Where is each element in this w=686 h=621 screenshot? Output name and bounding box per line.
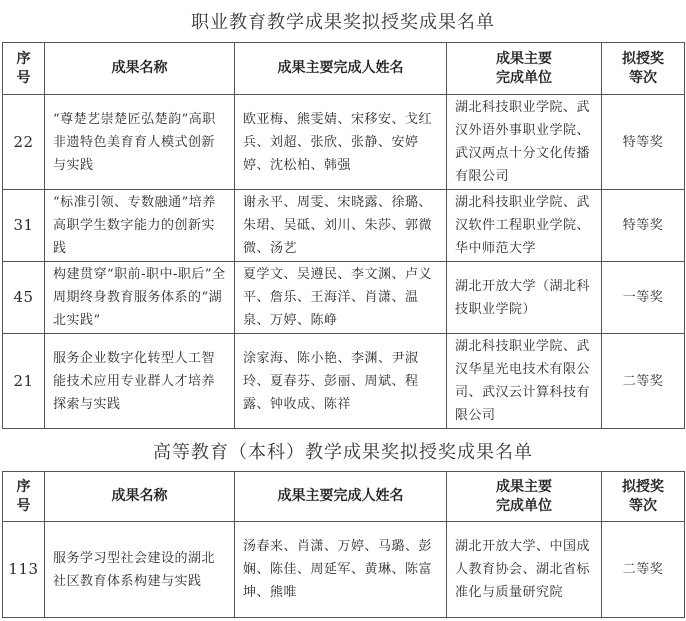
header-people: 成果主要完成人姓名 — [235, 43, 447, 95]
cell-name: 构建贯穿“职前-职中-职后”全周期终身教育服务体系的“湖北实践” — [45, 262, 235, 334]
table-row — [3, 190, 685, 262]
undergraduate-awards-table — [2, 471, 685, 618]
cell-award: 二等奖 — [602, 522, 685, 618]
cell-name: 服务企业数字化转型人工智能技术应用专业群人才培养探索与实践 — [45, 334, 235, 429]
vocational-awards-table — [2, 42, 685, 429]
cell-people: 汤春来、肖潇、万婷、马璐、彭娴、陈佳、周延军、黄琳、陈富坤、熊唯 — [235, 522, 447, 618]
header-award: 拟授奖 等次 — [602, 472, 685, 522]
cell-people: 夏学文、吴遵民、李文渊、卢义平、詹乐、王海洋、肖潇、温泉、万婷、陈峥 — [235, 262, 447, 334]
table-row — [3, 334, 685, 429]
cell-people: 欧亚梅、熊雯婧、宋移安、戈红兵、刘超、张欣、张静、安婷婷、沈松柏、韩强 — [235, 95, 447, 190]
cell-seq: 21 — [3, 334, 45, 429]
cell-name: “标准引领、专数融通”培养高职学生数字能力的创新实践 — [45, 190, 235, 262]
header-name: 成果名称 — [45, 472, 235, 522]
cell-seq: 45 — [3, 262, 45, 334]
header-seq: 序 号 — [3, 43, 45, 95]
cell-award: 二等奖 — [602, 334, 685, 429]
table-header-row — [3, 472, 685, 522]
header-seq: 序 号 — [3, 472, 45, 522]
undergraduate-list-title: 高等教育（本科）教学成果奖拟授奖成果名单 — [153, 442, 533, 463]
cell-unit: 湖北科技职业学院、武汉外语外事职业学院、武汉两点十分文化传播有限公司 — [447, 95, 602, 190]
cell-seq: 31 — [3, 190, 45, 262]
cell-people: 涂家海、陈小艳、李渊、尹淑玲、夏春芬、彭丽、周斌、程露、钟收成、陈祥 — [235, 334, 447, 429]
cell-seq: 113 — [3, 522, 45, 618]
cell-unit: 湖北开放大学、中国成人教育协会、湖北省标准化与质量研究院 — [447, 522, 602, 618]
cell-award: 特等奖 — [602, 190, 685, 262]
header-name: 成果名称 — [45, 43, 235, 95]
table-header-row — [3, 43, 685, 95]
cell-name: 服务学习型社会建设的湖北社区教育体系构建与实践 — [45, 522, 235, 618]
table-row — [3, 95, 685, 190]
cell-seq: 22 — [3, 95, 45, 190]
cell-name: “尊楚艺崇楚匠弘楚韵”高职非遗特色美育育人模式创新与实践 — [45, 95, 235, 190]
header-unit: 成果主要 完成单位 — [447, 43, 602, 95]
header-people: 成果主要完成人姓名 — [235, 472, 447, 522]
cell-unit: 湖北科技职业学院、武汉华星光电技术有限公司、武汉云计算科技有限公司 — [447, 334, 602, 429]
header-unit: 成果主要 完成单位 — [447, 472, 602, 522]
cell-award: 特等奖 — [602, 95, 685, 190]
vocational-list-title: 职业教育教学成果奖拟授奖成果名单 — [191, 12, 495, 33]
cell-unit: 湖北开放大学（湖北科技职业学院） — [447, 262, 602, 334]
table-row — [3, 522, 685, 618]
cell-people: 谢永平、周雯、宋晓露、徐璐、朱珺、吴砥、刘川、朱莎、郭微微、汤艺 — [235, 190, 447, 262]
table-row — [3, 262, 685, 334]
cell-unit: 湖北科技职业学院、武汉软件工程职业学院、华中师范大学 — [447, 190, 602, 262]
cell-award: 一等奖 — [602, 262, 685, 334]
header-award: 拟授奖 等次 — [602, 43, 685, 95]
